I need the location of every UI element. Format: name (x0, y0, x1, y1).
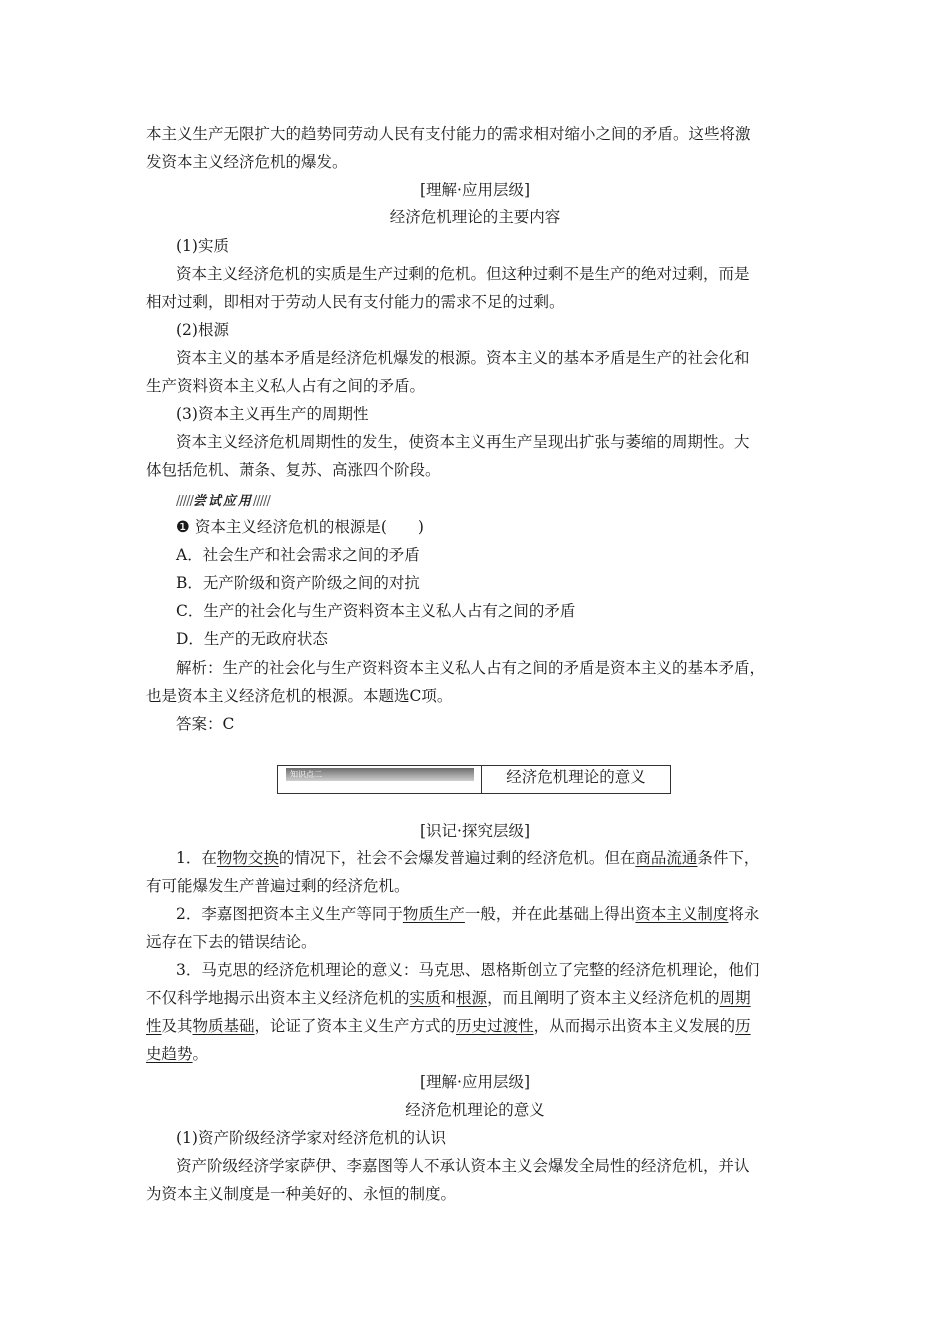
hatch-decoration: ///// (176, 494, 193, 509)
subheading: (3)资本主义再生产的周期性 (176, 405, 369, 423)
question-number: ❶ (176, 518, 190, 536)
paragraph-line: 本主义生产无限扩大的趋势同劳动人民有支付能力的需求相对缩小之间的矛盾。这些将激 (146, 125, 751, 143)
item-3-line: 不仅科学地揭示出资本主义经济危机的实质和根源，而且阐明了资本主义经济危机的周期 (146, 989, 751, 1007)
paragraph-line: 相对过剩，即相对于劳动人民有支付能力的需求不足的过剩。 (146, 293, 565, 311)
key-term: 商品流通 (635, 849, 698, 867)
knowledge-point-title: 经济危机理论的意义 (506, 768, 646, 786)
item-3-line: 3．马克思的经济危机理论的意义：马克思、恩格斯创立了完整的经济危机理论，他们 (176, 961, 760, 979)
option-a: A．社会生产和社会需求之间的矛盾 (176, 546, 420, 564)
level-heading: [理解·应用层级] (419, 181, 531, 199)
option-d: D．生产的无政府状态 (176, 630, 328, 648)
key-term: 根源 (456, 989, 488, 1007)
item-2-line: 远存在下去的错误结论。 (146, 933, 317, 951)
question-text: 资本主义经济危机的根源是( ) (194, 518, 424, 536)
section-title: 经济危机理论的主要内容 (389, 208, 561, 226)
key-term: 性 (146, 1017, 162, 1035)
key-term: 资本主义制度 (635, 905, 729, 923)
subheading: (1)实质 (176, 237, 229, 255)
paragraph-line: 生产资料资本主义私人占有之间的矛盾。 (146, 377, 426, 395)
item-3-line: 史趋势。 (146, 1045, 209, 1063)
key-term: 物物交换 (216, 849, 279, 867)
paragraph-line: 资本主义经济危机周期性的发生，使资本主义再生产呈现出扩张与萎缩的周期性。大 (176, 433, 750, 451)
paragraph-line: 发资本主义经济危机的爆发。 (146, 153, 348, 171)
item-1-line: 有可能爆发生产普遍过剩的经济危机。 (146, 877, 410, 895)
analysis-line: 解析：生产的社会化与生产资料资本主义私人占有之间的矛盾是资本主义的基本矛盾， (176, 659, 766, 677)
key-term: 历史过渡性 (456, 1017, 534, 1035)
item-1-line: 1．在物物交换的情况下，社会不会爆发普遍过剩的经济危机。但在商品流通条件下， (176, 849, 760, 867)
answer: 答案：C (176, 715, 235, 733)
subheading: (2)根源 (176, 321, 229, 339)
question (176, 517, 424, 537)
subheading: (1)资产阶级经济学家对经济危机的认识 (176, 1129, 446, 1147)
level-heading: [理解·应用层级] (419, 1073, 531, 1091)
knowledge-point-tag: 知识点二 (286, 768, 474, 781)
key-term: 实质 (409, 989, 441, 1007)
option-c: C．生产的社会化与生产资料资本主义私人占有之间的矛盾 (176, 602, 576, 620)
key-term: 周期 (719, 989, 751, 1007)
paragraph-line: 为资本主义制度是一种美好的、永恒的制度。 (146, 1185, 457, 1203)
option-b: B．无产阶级和资产阶级之间的对抗 (176, 574, 420, 592)
section-title: 经济危机理论的意义 (405, 1101, 545, 1119)
hatch-decoration: ///// (252, 494, 270, 509)
key-term: 物质生产 (402, 905, 465, 923)
paragraph-line: 资本主义的基本矛盾是经济危机爆发的根源。资本主义的基本矛盾是生产的社会化和 (176, 349, 750, 367)
item-2-line: 2．李嘉图把资本主义生产等同于物质生产一般，并在此基础上得出资本主义制度将永 (176, 905, 760, 923)
try-apply-banner (176, 490, 326, 508)
analysis-line: 也是资本主义经济危机的根源。本题选C项。 (146, 687, 453, 705)
key-term: 历 (735, 1017, 751, 1035)
key-term: 物质基础 (192, 1017, 255, 1035)
knowledge-point-box (277, 765, 671, 794)
key-term: 史趋势 (146, 1045, 193, 1063)
banner-label: 尝试应用 (192, 494, 253, 509)
paragraph-line: 资本主义经济危机的实质是生产过剩的危机。但这种过剩不是生产的绝对过剩，而是 (176, 265, 750, 283)
paragraph-line: 体包括危机、萧条、复苏、高涨四个阶段。 (146, 461, 441, 479)
level-heading: [识记·探究层级] (419, 822, 531, 840)
item-3-line: 性及其物质基础，论证了资本主义生产方式的历史过渡性，从而揭示出资本主义发展的历 (146, 1017, 751, 1035)
paragraph-line: 资产阶级经济学家萨伊、李嘉图等人不承认资本主义会爆发全局性的经济危机，并认 (176, 1157, 750, 1175)
